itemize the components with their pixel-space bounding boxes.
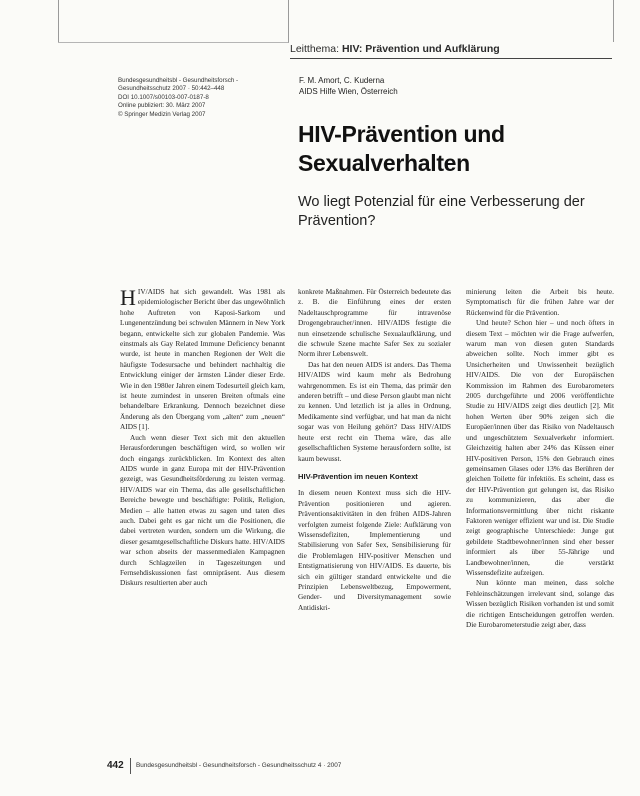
page-number: 442 [107,760,124,771]
text-column-3 [466,287,614,630]
author-affiliation: AIDS Hilfe Wien, Österreich [299,87,398,96]
footer-journal: Bundesgesundheitsbl - Gesundheitsforsch - Gesundheitsschutz 4 · 2007 [136,762,342,769]
paragraph: konkrete Maßnahmen. Für Österreich bedeutete das z. B. die Einführung eines der ersten Nadeltauschprogramme für intravenöse Drogengebraucher/innen. HIV/AIDS festigte die nun einsetzende schulische Sexualaufklärung, und die schwule Szene machte Safer Sex zu sozialer Norm ihrer Lebenswelt. [298,287,451,359]
citation-line: Online publiziert: 30. März 2007 [118,102,206,110]
paragraph: minierung leiten die Arbeit bis heute. Symptomatisch für die frühen Jahre war der Rückenwind für die Prävention. [466,287,614,317]
author-block [299,75,398,97]
section-label-topic: HIV: Prävention und Aufklärung [341,43,500,55]
paragraph: Nun könnte man meinen, dass solche Fehleinschätzungen irrelevant sind, solange das Wissen bezüglich Risiken vorhanden ist und somit die richtigen Entscheidungen getroffen werden. Die Eurobarometerstudie zeigt aber, dass [466,578,614,629]
section-heading: HIV-Prävention im neuen Kontext [298,471,418,481]
citation-line: Gesundheitsschutz 2007 · 50:442–448 [118,85,225,93]
paragraph: Und heute? Schon hier – und noch öfters in diesem Text – möchten wir die Frage aufwerfen, warum man von diesen guten Standards abweichen sollte. Noch immer gibt es Unsicherheiten und Unwissenheit bezüglich HIV/AIDS. Die von der Europäischen Kommission im Rahmen des Eurobarometers 2005 durchgeführte und 2006 veröffentlichte Studie zu HIV/AIDS zeigt dies deutlich [2]. Mit hohen Werten über 90% zeigen sich die Europäer/innen über das Risiko von Nadeltausch und ungeschütztem Sexualverkehr informiert. Gleichzeitig halten aber 24% das Küssen einer HIV-positiven Person, 15% den Gebrauch eines gemeinsamen Glases oder 13% das Berühren der gleichen Toilette für infektiös. Es scheint, dass es der HIV-Prävention gut gelungen ist, das Risiko zu kommunizieren, das aber die Informationsvermittlung über nicht riskante Faktoren weniger effizient war und ist. Die Studie zeigt geographische Unterschiede: Junge gut gebildete Stadtbewohner/innen sind eher besser informiert als über 55-Jährige und Landbewohner/innen, die verstärkt Wissensdefizite aufzeigen. [466,318,614,577]
paragraph [120,287,285,433]
paragraph: Das hat den neuen AIDS ist anders. Das Thema HIV/AIDS wird kaum mehr als Bedrohung wahrgenommen. Es ist ein Thema, das primär den anderen betrifft – und diese Person glaubt man nicht zu kennen. Und letztlich ist ja alles in Ordnung, Medikamente sind verfügbar, und hat man da nicht sogar was von Heilung gehört? Dass HIV/AIDS heute erst recht ein Thema wäre, das alle gesellschaftlichen Systeme herausfordern sollte, ist kaum bewusst. [298,359,451,463]
section-rule [290,58,612,59]
drop-cap: H [120,285,136,310]
citation-line: © Springer Medizin Verlag 2007 [118,110,206,118]
paragraph: In diesem neuen Kontext muss sich die HIV-Prävention positionieren und agieren. Präventionsaktivitäten in den frühen AIDS-Jahren verfolgten zumeist folgende Ziele: Aufklärung von Wissensdefiziten, Implementierung und Stabilisierung von Safer Sex, Sensibilisierung für die Problemlagen HIV-positiver Menschen und Entstigmatisierung von HIV/AIDS. Es dauerte, bis sich ein gültiger standard entwickelte und die Prinzipien Lebensweltbezug, Empowerment, Gender- und Diversitymanagement sowie Antidiskri- [298,488,451,612]
citation-block [118,77,288,119]
text-column-2 [298,287,451,613]
section-label-prefix: Leitthema: [290,43,342,55]
paragraph: Auch wenn dieser Text sich mit den aktuellen Herausforderungen beschäftigen wird, so wollen wir doch eingangs zurückblicken. Im Kontext des alten AIDS wurde in ganz Europa mit der HIV-Prävention gezeigt, was Gesundheitsförderung zu leisten vermag. HIV/AIDS war ein Thema, das alle gesellschaftlichen Bereiche bewegte und beschäftigte: Politik, Religion, Medien – alle hatten etwas zu sagen und taten dies auch. Dabei geht es gar nicht um die Positionen, die dabei vertreten wurden, sondern um die Wirkung, die dieser gesamtgesellschaftliche Diskurs hatte. HIV/AIDS war schon abseits der massenmedialen Kampagnen durch Schlagzeilen in Tageszeitungen und Fernsehdiskussionen fast omnipräsent. Aus diesem Diskurs resultierten aber auch [120,432,285,588]
header-divider [613,0,614,42]
author-names: F. M. Amort, C. Kuderna [299,76,385,85]
article-subtitle: Wo liegt Potenzial für eine Verbesserung der Prävention? [298,194,585,229]
paragraph-text: IV/AIDS hat sich gewandelt. Was 1981 als epidemiologischer Bericht über das ungewöhnlich hohe Auftreten von Kaposi-Sarkom und Lungenentzündung bei schwulen Männern in New York begann, entwickelte sich zur globalen Pandemie. Was einstmals als Gay Related Immune Deficiency benannt wurde, ist heute in manchen Regionen der Welt die häufigste Todesursache und behindert nachhaltig die Entwicklung einiger der ärmsten Länder dieser Erde. Wie in den 1980er Jahren einem Todesurteil gleich kam, ist heute zumindest in unseren Breiten oftmals eine behandelbare Erkrankung. Dennoch bezeichnet diese Änderung als den Übergang vom „alten“ zum „neuen“ AIDS [1]. [120,287,285,432]
footer-divider [130,758,131,774]
citation-line: Bundesgesundheitsbl - Gesundheitsforsch - [118,77,239,84]
header-frame-left [16,0,59,42]
article-title: HIV-Prävention und Sexualverhalten [298,121,505,176]
text-column-1 [120,287,285,589]
header-frame [58,0,289,43]
section-label [290,43,500,55]
citation-line: DOI 10.1007/s00103-007-0187-8 [118,93,209,101]
